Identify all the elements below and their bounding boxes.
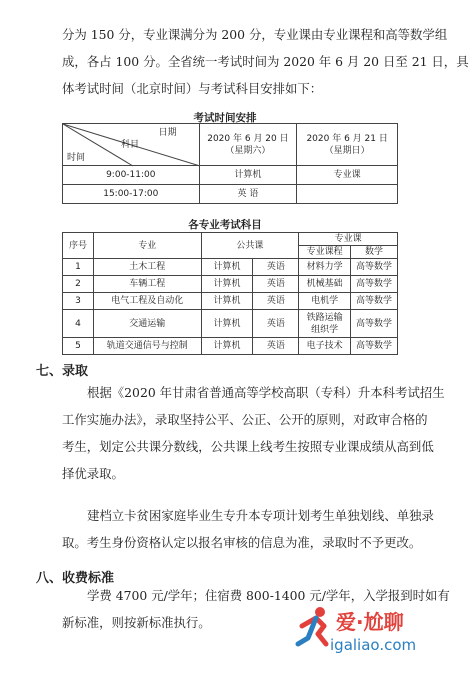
- table-row: [63, 276, 398, 293]
- corner-time-label: 时间: [67, 153, 86, 163]
- day1-cell: 计算机: [199, 166, 297, 185]
- intro-line-3: 体考试时间（北京时间）与考试科目安排如下：: [62, 81, 323, 96]
- schedule-table: [62, 123, 398, 204]
- cell-pub2: 英语: [253, 276, 299, 293]
- day1-cell: 英 语: [199, 185, 297, 204]
- time-cell: 15:00-17:00: [63, 185, 200, 204]
- watermark-domain: igaliao.com: [330, 636, 417, 654]
- cell-no: 1: [63, 259, 94, 276]
- cell-course: 电子技术: [299, 338, 351, 355]
- day2-cell: [297, 185, 398, 204]
- subjects-table: [62, 232, 398, 355]
- section-7-p1-line-4: 择优录取。: [62, 466, 124, 481]
- header-public: 公共课: [201, 233, 299, 259]
- time-cell: 9:00-11:00: [63, 166, 200, 185]
- cell-major: 交通运输: [93, 310, 201, 338]
- header-math: 数学: [351, 246, 398, 259]
- intro-line-2: 成，各占 100 分。全省统一考试时间为 2020 年 6 月 20 日至 21 日，具: [62, 54, 469, 69]
- cell-major: 车辆工程: [93, 276, 201, 293]
- section-7-heading: 七、录取: [36, 364, 89, 379]
- day2-header: [297, 124, 398, 166]
- cell-math: 高等数学: [351, 310, 398, 338]
- subjects-table-caption: 各专业考试科目: [188, 219, 262, 231]
- cell-pub1: 计算机: [201, 338, 253, 355]
- cell-math: 高等数学: [351, 338, 398, 355]
- watermark-brand: 爱·尬聊: [336, 610, 404, 634]
- cell-major: 土木工程: [93, 259, 201, 276]
- section-8-p1-line-2: 新标准，则按新标准执行。: [62, 615, 211, 630]
- intro-line-1: 分为 150 分，专业课满分为 200 分，专业课由专业课程和高等数学组: [62, 27, 448, 42]
- corner-subject-label: 科目: [121, 140, 140, 150]
- cell-pub2: 英语: [253, 293, 299, 310]
- section-8-p1-line-1: 学费 4700 元/学年；住宿费 800-1400 元/学年，入学报到时如有: [87, 588, 450, 603]
- cell-no: 4: [63, 310, 94, 338]
- table-row: [63, 166, 398, 185]
- cell-course: 电机学: [299, 293, 351, 310]
- cell-pub2: 英语: [253, 259, 299, 276]
- cell-course: 材料力学: [299, 259, 351, 276]
- cell-pub2: 英语: [253, 310, 299, 338]
- cell-no: 5: [63, 338, 94, 355]
- cell-math: 高等数学: [351, 276, 398, 293]
- header-major: 专业: [93, 233, 201, 259]
- section-8-heading: 八、收费标准: [36, 571, 115, 586]
- schedule-table-caption: 考试时间安排: [193, 112, 257, 124]
- table-row: [63, 293, 398, 310]
- cell-math: 高等数学: [351, 293, 398, 310]
- cell-pub1: 计算机: [201, 259, 253, 276]
- day2-date: 2020 年 6 月 21 日: [306, 133, 388, 144]
- runner-logo-icon: [294, 604, 334, 648]
- section-7-p1-line-1: 根据《2020 年甘肃省普通高等学校高职（专科）升本科考试招生: [87, 385, 445, 400]
- section-7-p2-line-2: 取。考生身份资格认定以报名审核的信息为准，录取时不予更改。: [62, 535, 422, 550]
- site-watermark: [294, 604, 444, 662]
- header-professional: 专业课: [299, 233, 398, 246]
- cell-course: 铁路运输组织学: [299, 310, 351, 338]
- cell-major: 轨道交通信号与控制: [93, 338, 201, 355]
- day1-week: （星期六）: [225, 145, 271, 156]
- cell-math: 高等数学: [351, 259, 398, 276]
- section-7-p1-line-3: 考生，划定公共课分数线，公共课上线考生按照专业课成绩从高到低: [62, 439, 434, 454]
- table-row: [63, 338, 398, 355]
- cell-pub1: 计算机: [201, 293, 253, 310]
- cell-pub1: 计算机: [201, 310, 253, 338]
- section-7-p2-line-1: 建档立卡贫困家庭毕业生专升本专项计划考生单独划线、单独录: [87, 508, 434, 523]
- cell-no: 3: [63, 293, 94, 310]
- day1-header: [199, 124, 297, 166]
- day2-week: （星期日）: [324, 145, 370, 156]
- cell-pub2: 英语: [253, 338, 299, 355]
- header-no: 序号: [63, 233, 94, 259]
- table-row: [63, 185, 398, 204]
- day1-date: 2020 年 6 月 20 日: [207, 133, 289, 144]
- cell-course: 机械基础: [299, 276, 351, 293]
- header-prof-course: 专业课程: [299, 246, 351, 259]
- cell-no: 2: [63, 276, 94, 293]
- day2-cell: 专业课: [297, 166, 398, 185]
- section-7-p1-line-2: 工作实施办法》，录取坚持公平、公正、公开的原则，对政审合格的: [62, 412, 428, 427]
- cell-pub1: 计算机: [201, 276, 253, 293]
- schedule-corner-cell: [63, 124, 200, 166]
- cell-major: 电气工程及自动化: [93, 293, 201, 310]
- table-row: [63, 259, 398, 276]
- corner-date-label: 日期: [158, 128, 177, 138]
- table-row: [63, 310, 398, 338]
